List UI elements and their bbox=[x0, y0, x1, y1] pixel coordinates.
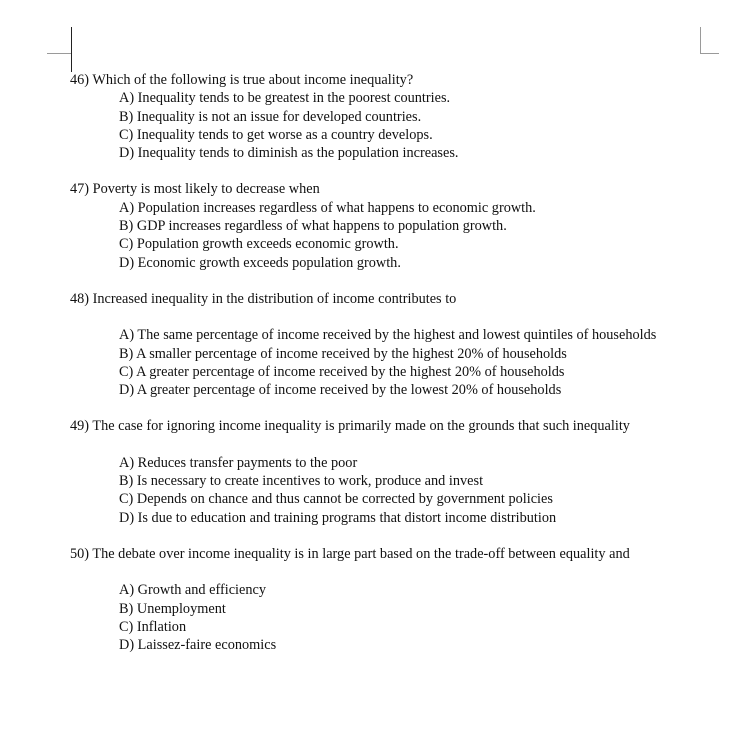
answer-option: D) A greater percentage of income received by the lowest 20% of households bbox=[119, 382, 562, 399]
question-stem: 46) Which of the following is true about income inequality? bbox=[70, 72, 414, 88]
question-stem: 47) Poverty is most likely to decrease when bbox=[70, 181, 320, 198]
crop-mark-top-left-horizontal bbox=[47, 53, 71, 54]
answer-options bbox=[119, 89, 670, 162]
document-body bbox=[70, 71, 670, 654]
answer-options bbox=[119, 326, 670, 399]
question-stem: 48) Increased inequality in the distribution of income contributes to bbox=[70, 290, 457, 307]
answer-option: D) Inequality tends to diminish as the population increases. bbox=[119, 145, 459, 162]
answer-option: B) Is necessary to create incentives to work, produce and invest bbox=[119, 473, 484, 490]
answer-option: D) Economic growth exceeds population growth. bbox=[119, 254, 401, 271]
crop-mark-top-right-vertical bbox=[700, 27, 701, 54]
answer-option: A) Growth and efficiency bbox=[119, 582, 267, 599]
question-stem: 50) The debate over income inequality is in large part based on the trade-off between equality and bbox=[70, 545, 630, 562]
answer-option: C) Depends on chance and thus cannot be corrected by government policies bbox=[119, 491, 553, 508]
answer-options bbox=[119, 199, 670, 272]
answer-option: A) Population increases regardless of what happens to economic growth. bbox=[119, 199, 536, 216]
answer-option: D) Is due to education and training programs that distort income distribution bbox=[119, 509, 557, 526]
answer-option: C) Inequality tends to get worse as a country develops. bbox=[119, 126, 433, 143]
answer-option: B) Inequality is not an issue for developed countries. bbox=[119, 108, 422, 125]
crop-mark-top-right-horizontal bbox=[700, 53, 719, 54]
answer-option: B) A smaller percentage of income received by the highest 20% of households bbox=[119, 345, 567, 362]
answer-options bbox=[119, 454, 670, 527]
answer-option: C) Inflation bbox=[119, 618, 187, 635]
answer-option: D) Laissez-faire economics bbox=[119, 637, 277, 654]
crop-mark-top-left-vertical bbox=[71, 27, 72, 72]
answer-option: A) The same percentage of income received by the highest and lowest quintiles of households bbox=[119, 327, 657, 344]
answer-option: A) Inequality tends to be greatest in the poorest countries. bbox=[119, 90, 451, 107]
question-48 bbox=[70, 290, 670, 399]
answer-options bbox=[119, 581, 670, 654]
question-stem: 49) The case for ignoring income inequality is primarily made on the grounds that such inequality bbox=[70, 418, 630, 435]
answer-option: B) GDP increases regardless of what happens to population growth. bbox=[119, 218, 507, 235]
question-47 bbox=[70, 180, 670, 271]
question-50 bbox=[70, 545, 670, 654]
question-46 bbox=[70, 71, 670, 162]
answer-option: C) Population growth exceeds economic growth. bbox=[119, 236, 399, 253]
answer-option: A) Reduces transfer payments to the poor bbox=[119, 454, 358, 471]
answer-option: C) A greater percentage of income received by the highest 20% of households bbox=[119, 363, 565, 380]
answer-option: B) Unemployment bbox=[119, 600, 226, 617]
question-49 bbox=[70, 417, 670, 526]
